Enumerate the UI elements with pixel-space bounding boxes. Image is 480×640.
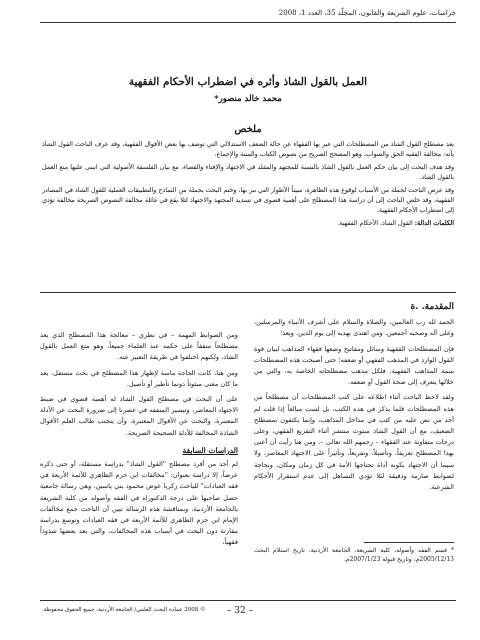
section-title-introduction: المقدمة. .ة [410,302,454,312]
abstract-heading: ملخص [234,124,262,135]
body-paragraph: فإن المصطلحات الفقهية وسائل ومفاتيح وضعها فقهاء المذاهب لبيان قوة القول الوارد في المذهب الفقهي أو ضعفه؛ حتى أصبحت هذه المصطلحات سمة المذاهب الفقهية، فلكل مذهب مصطلحاته الخاصة به، والتي من خلالها يتعرف إلى صحة القول أو ضعفه. [254,344,454,387]
page-number: – 32 – [226,606,254,616]
body-paragraph: لم أجد من أفرد مصطلح "القول الشاذ" بدراسة مستقلة، أو حتى ذكره عرضاً، إلا دراسة بعنوان: "مخالفات ابن حزم الظاهري للأئمة الأربعة في فقه العبادات" للباحث زكريا عوض محمود بني ياسين، وهي رسالة جامعية حصل صاحبها على درجة الدكتوراه في الفقه وأصوله من كلية الشريعة بالجامعة الأردنية، وبمناقشة هذه الرسالة تبين أن الباحث جمع مخالفات الإمام ابن حزم الظاهري للأئمة الأربعة في فقه العبادات وتوسع بدراسة مقارنة دون البحث في أسباب هذه المخالفات، والتي يعد بعضها شذوذاً فقهياً، [40,460,238,547]
right-column [254,302,454,497]
footnote: * قسم الفقه وأصوله، كلية الشريعة، الجامعة الأردنية. تاريخ استلام البحث 2005/12/13م، وتاريخ قبوله 2007/1/23م. [254,547,454,563]
paper-title: العمل بالقول الشاذ وأثره في اضطراب الأحكام الفقهية [128,76,368,88]
keywords-text: القول الشاذ، الأحكام الفقهية. [337,220,413,227]
abstract-paragraph: وقد هدف البحث إلى بيان حكم العمل بالقول الشاذ بالنسبة للمجتهد والمقلد في الاجتهاد والإفتاء والقضاء، مع بيان الفلسفة الأصولية التي انبنى عليها منع العمل بالقول الشاذ. [42,164,454,181]
body-paragraph: على أن البحث في مصطلح القول الشاذ له أهمية قصوى في ضبط الاجتهاد المعاصر، وتيسير المتفقه في عصرنا إلى ضرورة البحث عن الأدلة المعتبرة، والبحث عن الأقوال المعتبرة، وأن يتجنب طالب العلم الأقوال الشاذة المخالفة للأدلة الصحيحة الصريحة. [40,395,238,437]
body-paragraph: ولقد لاحظ الباحث أثناء اطلاعه على كتب المصطلحات أن مصطلحاً من هذه المصطلحات قلما يذكر في هذه الكتب، بل لست مبالغاً إذا قلت لم أجد من نص عليه من كتب في مداخل المذاهب، وإنما يكتفون بمصطلح الضعيف، مع أن القول الشاذ مبثوث منتشر أثناء التفريع الفقهي، وعلى درجات متفاوتة عند الفقهاء – رحمهم الله تعالى –، ومن هنا رأيت أن أعنى بهذا المصطلح تعريفاً، وتأصيلاً، وتفريعاً، وتأثيراً على الاجتهاد المعاصر، ولا سيما أن الاجتهاد يكونه أداة تحتاجها الأمة في كل زمان ومكان، وبحاجة لضوابط صارمة ودقيقة لئلا تؤدي التساهل إلى عدم استقرار الأحكام الشرعية. [254,393,454,492]
left-column [40,330,238,553]
author-name: محمد خالد منصور* [214,94,282,104]
abstract-paragraph: وقد عرض الباحث لجملة من الأسباب لوقوع هذه الظاهرة، مبيناً الأطوار التي مر بها، وختم البحث بجملة من النماذج والتطبيقات العملية للقول الشاذ في المصادر الفقهية، وقد خلص الباحث إلى أن دراسة هذا المصطلح على أهمية قصوى في تسديد المجتهد والاجتهاد لئلا يقع في غائلة مخالفة النصوص الصريحة مخالفة تؤدي إلى اضطراب الأحكام الفقهية. [42,187,454,214]
running-head: جراسات، علوم الشريعة والقانون، المجلّد 35، العدد 1، 2008 [278,9,456,17]
body-paragraph: ومن الضوابط المهمة – في نظري – معالجة هذا المصطلح الذي يعد مصطلحاً متفقاً على حكمه عند العلماء جميعاً، وهو منع العمل بالقول الشاذ، ولكنهم اختلفوا في طريقة التعبير عنه. [40,331,238,362]
header-rule [40,22,456,23]
abstract-body [42,140,454,232]
body-paragraph: ومن هنا، كانت الحاجة ماسة لإظهار هذا المصطلح في بحث مستقل، بعد ما كان معنى مبثوثاً دونما تأطير أو تأصيل. [40,368,238,388]
section-title-previous-studies: الدراسات السابقة [182,445,238,455]
copyright-notice: © 2008 عمادة البحث العلمي/ الجامعة الأردنية. جميع الحقوق محفوظة. [42,607,206,613]
footnote-rule [364,542,454,543]
footer-rule [40,600,456,601]
abstract-paragraph: يعد مصطلح القول الشاذ من المصطلحات التي عبر بها الفقهاء عن حالة الضعف الاستدلالي التي توصف بها بعض الأقوال الفقهية، وقد عرف الباحث القول الشاذ بأنه: مخالفة الفقيه الحق والصواب، وهو المصحح الصريح من نصوص الكتاب والسنة والإجماع. [42,141,454,158]
keywords-label: الكلمات الدالة: [414,220,454,227]
abstract-separator [40,292,456,293]
body-paragraph: الحمد لله رب العالمين، والصلاة والسلام على أشرف الأنبياء والمرسلين، وعلى آله وصحبه أجمعين، ومن اهتدى بهديه إلى يوم الدين، وبعد؛ [254,318,454,338]
keywords-line [42,219,454,229]
